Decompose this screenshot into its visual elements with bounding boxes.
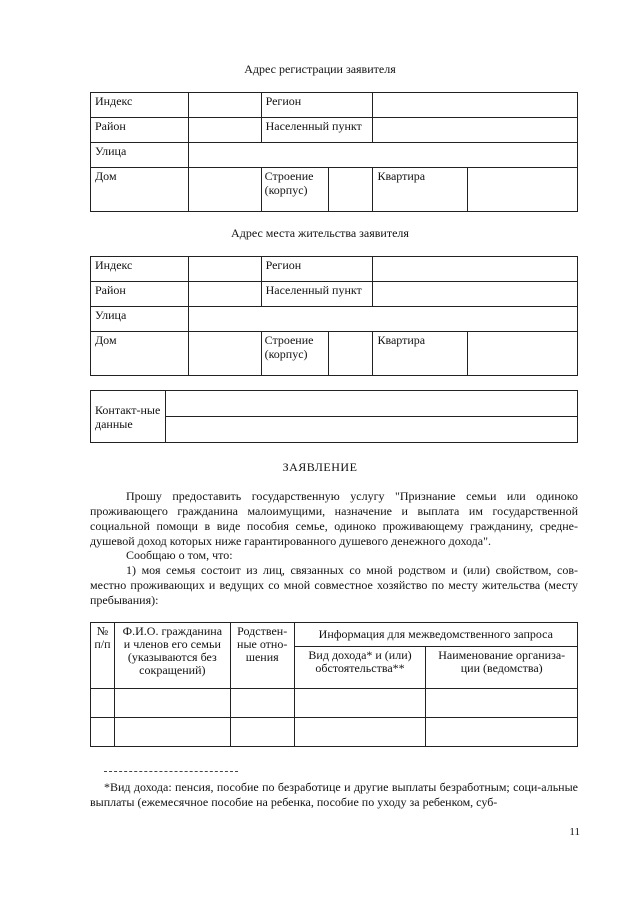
- locality-field[interactable]: [373, 118, 578, 143]
- index-field[interactable]: [188, 93, 261, 118]
- col-info-header: Информация для межведомственного запроса: [294, 623, 577, 647]
- region-field[interactable]: [373, 93, 578, 118]
- building-cell: [261, 331, 373, 375]
- col-income-header: Вид дохода* и (или) обстоятельства**: [294, 647, 426, 689]
- district-field[interactable]: [188, 282, 261, 307]
- contacts-label: Контакт-ные данные: [91, 391, 166, 443]
- table-cell[interactable]: [426, 718, 578, 747]
- page-number: 11: [569, 826, 580, 838]
- statement-paragraph-2: Сообщаю о том, что:: [126, 548, 233, 562]
- table-cell[interactable]: [230, 718, 294, 747]
- table-row: [91, 689, 578, 718]
- table-cell[interactable]: [230, 689, 294, 718]
- house-field[interactable]: [188, 331, 261, 375]
- locality-label: Населенный пункт: [261, 118, 373, 143]
- table-cell[interactable]: [91, 689, 115, 718]
- contacts-field-1[interactable]: [166, 391, 578, 417]
- table-cell[interactable]: [114, 718, 230, 747]
- locality-field[interactable]: [373, 282, 578, 307]
- building-label: Строение (корпус): [262, 332, 329, 375]
- region-label: Регион: [261, 93, 373, 118]
- table-cell[interactable]: [91, 718, 115, 747]
- building-cell: [261, 167, 373, 211]
- statement-heading: ЗАЯВЛЕНИЕ: [282, 460, 358, 474]
- house-label: Дом: [91, 167, 189, 211]
- building-field[interactable]: [329, 168, 373, 211]
- table-cell[interactable]: [426, 689, 578, 718]
- house-label: Дом: [91, 331, 189, 375]
- contacts-table: [90, 390, 578, 443]
- table-cell[interactable]: [294, 718, 426, 747]
- district-label: Район: [91, 118, 189, 143]
- index-field[interactable]: [188, 257, 261, 282]
- street-field[interactable]: [188, 143, 577, 167]
- footnote-text: *Вид дохода: пенсия, пособие по безработице и другие выплаты безработным; соци-альные выплаты (ежемесячное пособие на ребенка, пособие по уходу за ребенком, суб-: [90, 780, 578, 809]
- contacts-field-2[interactable]: [166, 417, 578, 443]
- col-number-header: № п/п: [91, 623, 115, 689]
- footnote-separator: [104, 771, 238, 772]
- street-label: Улица: [91, 143, 189, 167]
- street-field[interactable]: [188, 307, 577, 331]
- house-field[interactable]: [188, 167, 261, 211]
- building-field[interactable]: [329, 332, 373, 375]
- index-label: Индекс: [91, 93, 189, 118]
- region-label: Регион: [261, 257, 373, 282]
- apartment-field[interactable]: [468, 167, 578, 211]
- table-cell[interactable]: [294, 689, 426, 718]
- col-name-header: Ф.И.О. гражданина и членов его семьи (указываются без сокращений): [114, 623, 230, 689]
- statement-paragraph-3: 1) моя семья состоит из лиц, связанных со мной родством и (или) свойством, сов-местно проживающих и ведущих со мной совместное хозяйство по месту жительства (месту пребывания):: [90, 563, 578, 607]
- district-label: Район: [91, 282, 189, 307]
- registration-address-title: Адрес регистрации заявителя: [244, 62, 396, 76]
- index-label: Индекс: [91, 257, 189, 282]
- apartment-label: Квартира: [373, 331, 468, 375]
- table-cell[interactable]: [114, 689, 230, 718]
- street-label: Улица: [91, 307, 189, 331]
- statement-paragraph-1: Прошу предоставить государственную услугу "Признание семьи или одиноко проживающего гражданина малоимущими, назначение и выплата им государственной социальной помощи в виде пособия семье, одиноко проживающему гражданину, средне-душевой доход которых ниже гарантированного душевого денежного дохода".: [90, 489, 578, 548]
- col-relation-header: Родствен-ные отно-шения: [230, 623, 294, 689]
- residence-address-title: Адрес места жительства заявителя: [231, 226, 409, 240]
- registration-address-table: [90, 92, 578, 212]
- col-org-header: Наименование организа-ции (ведомства): [426, 647, 578, 689]
- district-field[interactable]: [188, 118, 261, 143]
- family-members-table: [90, 622, 578, 747]
- building-label: Строение (корпус): [262, 168, 329, 211]
- region-field[interactable]: [373, 257, 578, 282]
- residence-address-table: [90, 256, 578, 376]
- apartment-label: Квартира: [373, 167, 468, 211]
- apartment-field[interactable]: [468, 331, 578, 375]
- locality-label: Населенный пункт: [261, 282, 373, 307]
- table-row: [91, 718, 578, 747]
